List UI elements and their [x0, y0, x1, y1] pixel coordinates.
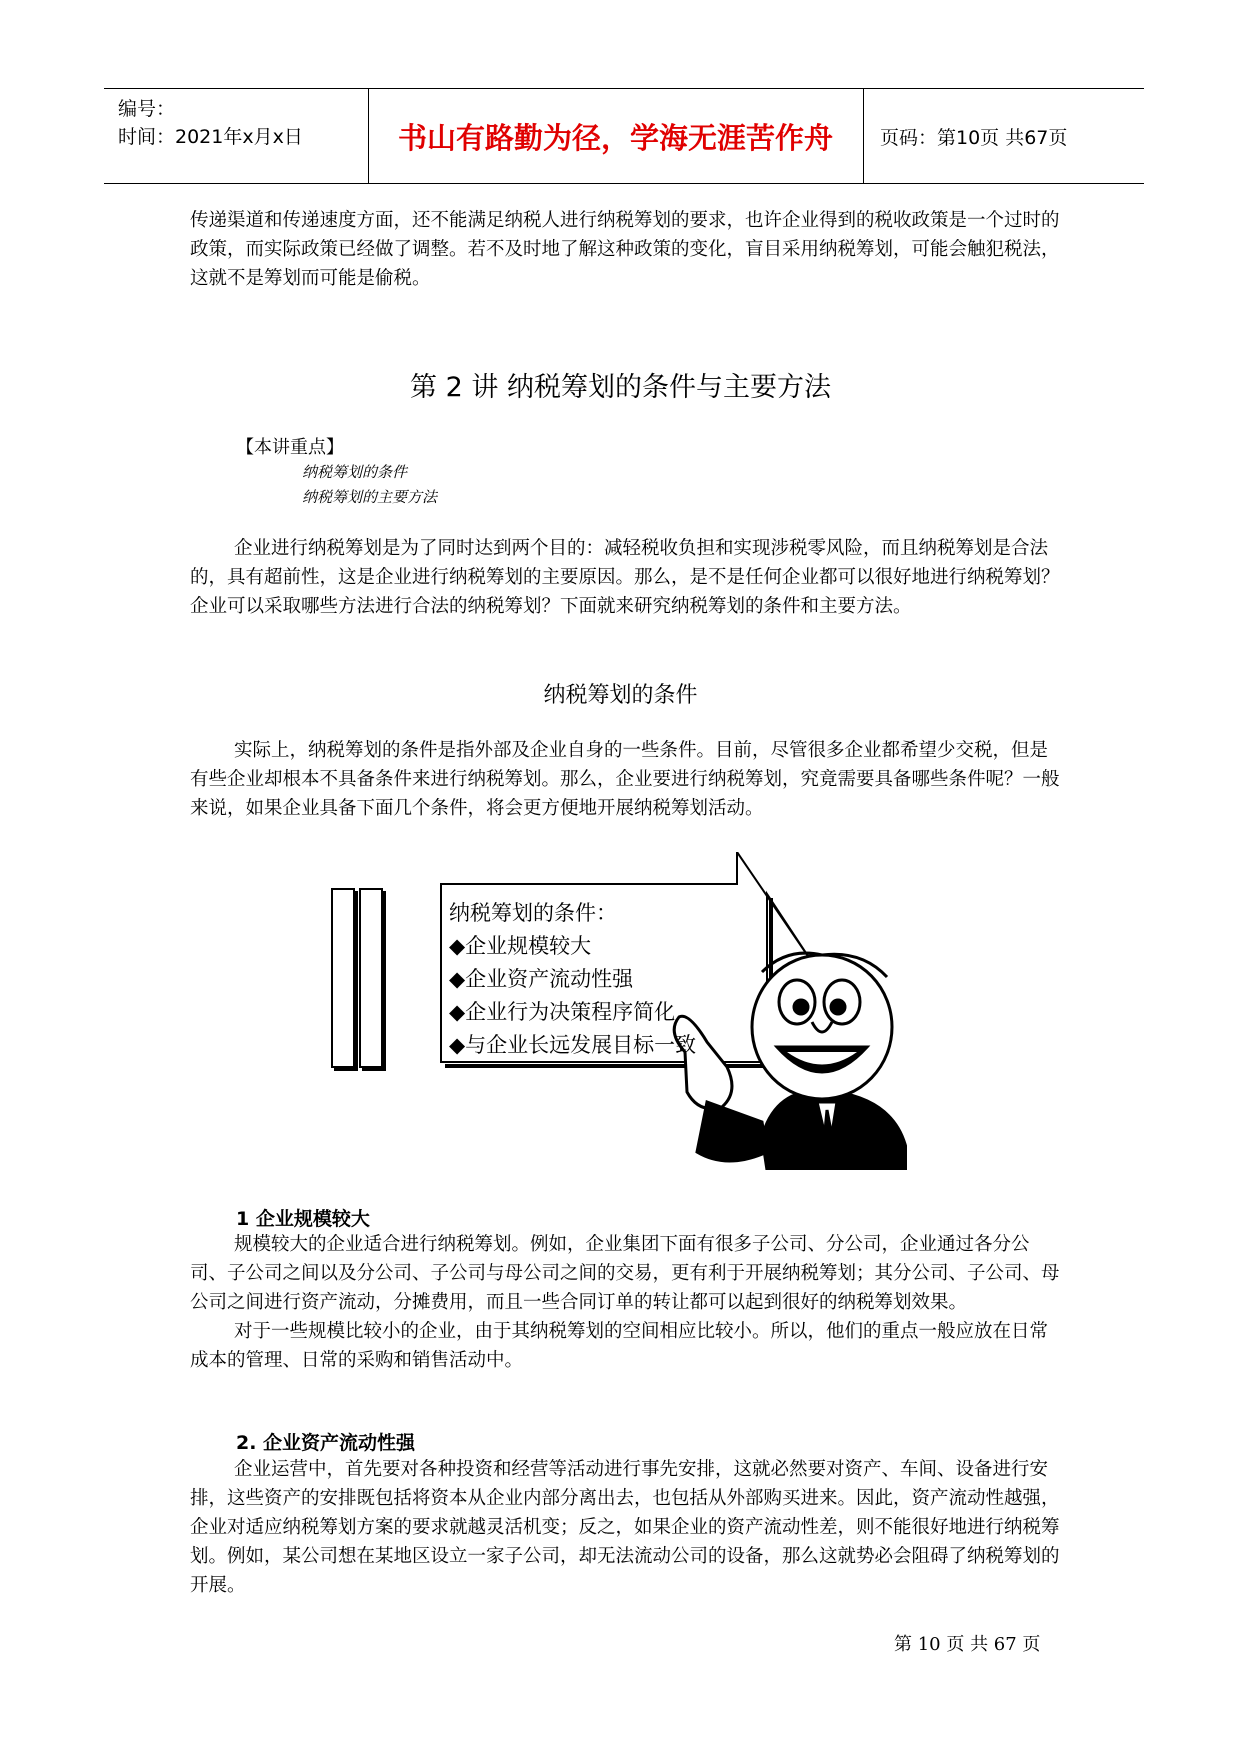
header-meta	[104, 89, 369, 183]
section2-body	[190, 1455, 1060, 1600]
time-label: 时间：2021年x月x日	[118, 126, 303, 148]
key-point-item: 纳税筹划的主要方法	[302, 488, 438, 506]
purpose-paragraph	[190, 534, 1060, 621]
section1-p2: 对于一些规模比较小的企业，由于其纳税筹划的空间相应比较小。所以，他们的重点一般应放在日常成本的管理、日常的采购和销售活动中。	[190, 1321, 1049, 1371]
page-footer: 第 10 页 共 67 页	[894, 1634, 1041, 1655]
key-point-item: 纳税筹划的条件	[302, 463, 408, 481]
bubble-item: ◆与企业长远发展目标一致	[449, 1033, 697, 1057]
header-page-label: 页码：第10页 共67页	[880, 126, 1068, 149]
conditions-figure	[367, 852, 907, 1170]
section2-heading: 2. 企业资产流动性强	[236, 1432, 416, 1454]
decorative-bar	[359, 888, 383, 1068]
section1-p1: 规模较大的企业适合进行纳税筹划。例如，企业集团下面有很多子公司、分公司，企业通过各分公司、子公司之间以及分公司、子公司与母公司之间的交易，更有利于开展纳税筹划；其分公司、子公司、母公司之间进行资产流动，分摊费用，而且一些合同订单的转让都可以起到很好的纳税筹划效果。	[190, 1234, 1060, 1313]
purpose-text: 企业进行纳税筹划是为了同时达到两个目的：减轻税收负担和实现涉税零风险，而且纳税筹划是合法的，具有超前性，这是企业进行纳税筹划的主要原因。那么，是不是任何企业都可以很好地进行纳税筹划？企业可以采取哪些方法进行合法的纳税筹划？下面就来研究纳税筹划的条件和主要方法。	[190, 538, 1060, 617]
section2-p1: 企业运营中，首先要对各种投资和经营等活动进行事先安排，这就必然要对资产、车间、设备进行安排，这些资产的安排既包括将资本从企业内部分离出去，也包括从外部购买进来。因此，资产流动性越强，企业对适应纳税筹划方案的要求就越灵活机变；反之，如果企业的资产流动性差，则不能很好地进行纳税筹划。例如，某公司想在某地区设立一家子公司，却无法流动公司的设备，那么这就势必会阻碍了纳税筹划的开展。	[190, 1459, 1060, 1596]
section1-body	[190, 1230, 1060, 1375]
page-header	[104, 88, 1144, 184]
number-label: 编号：	[118, 98, 176, 120]
key-points-heading: 【本讲重点】	[236, 437, 344, 458]
decorative-bar	[331, 888, 355, 1068]
bubble-content	[449, 897, 696, 1062]
bubble-item: ◆企业资产流动性强	[449, 967, 634, 991]
section1-heading: 1 企业规模较大	[236, 1208, 370, 1230]
bubble-item: ◆企业行为决策程序简化	[449, 1000, 676, 1024]
bubble-item: ◆企业规模较大	[449, 934, 592, 958]
header-motto: 书山有路勤为径，学海无涯苦作舟	[368, 89, 864, 183]
lecture-title: 第 2 讲 纳税筹划的条件与主要方法	[410, 372, 831, 403]
conditions-paragraph	[190, 736, 1060, 823]
intro-paragraph	[190, 206, 1060, 293]
section-heading: 纳税筹划的条件	[543, 683, 698, 708]
bubble-title: 纳税筹划的条件：	[449, 901, 617, 925]
intro-text: 传递渠道和传递速度方面，还不能满足纳税人进行纳税筹划的要求，也许企业得到的税收政策是一个过时的政策，而实际政策已经做了调整。若不及时地了解这种政策的变化，盲目采用纳税筹划，可能会触犯税法，这就不是筹划而可能是偷税。	[190, 210, 1060, 289]
conditions-text: 实际上，纳税筹划的条件是指外部及企业自身的一些条件。目前，尽管很多企业都希望少交税，但是有些企业却根本不具备条件来进行纳税筹划。那么，企业要进行纳税筹划，究竟需要具备哪些条件呢？一般来说，如果企业具备下面几个条件，将会更方便地开展纳税筹划活动。	[190, 740, 1060, 819]
